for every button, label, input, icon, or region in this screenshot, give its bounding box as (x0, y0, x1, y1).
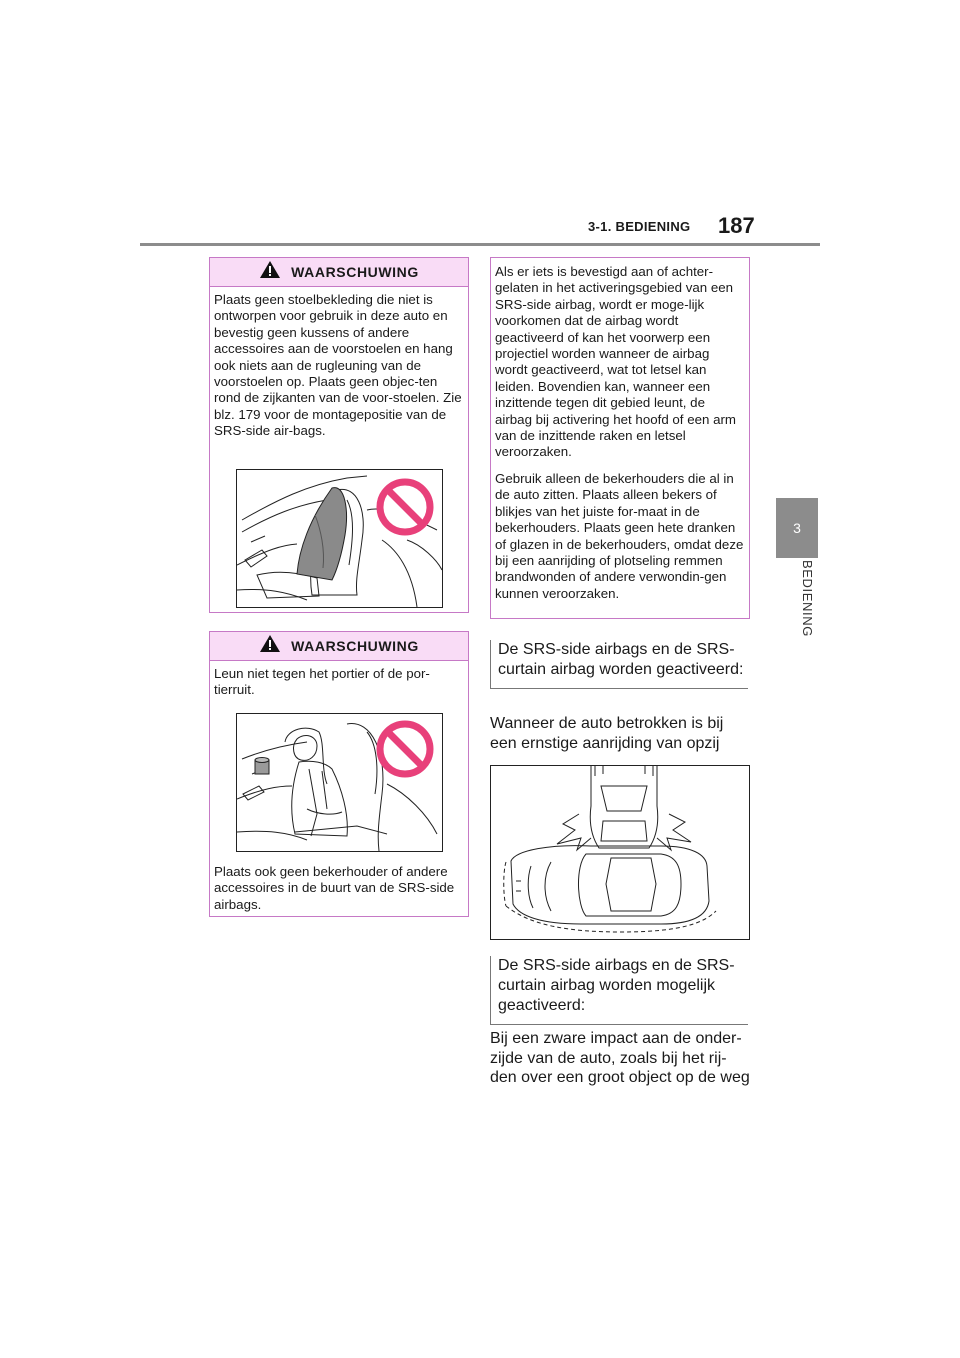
warning-title: WAARSCHUWING (291, 264, 419, 280)
chapter-label: BEDIENING (800, 560, 815, 637)
warning-paragraph: Gebruik alleen de bekerhouders die al in de auto zitten. Plaats alleen bekers of blikjes van het juiste for-maat in de bekerhouders. Plaats geen hete dranken of glazen in de bekerhouders, omdat deze bij een aanrijding of plotseling remmen brandwonden of andere verwondin-gen kunnen veroorzaken. (495, 470, 744, 601)
warning-text: Plaats geen stoelbekleding die niet is ontworpen voor gebruik in deze auto en bevestig geen kussens of andere accessoires aan de voorstoelen en hang ook niets aan de rugleuning van de voorstoelen op. Plaats geen objec-ten rond de zijkanten van de voor-stoelen. Zie blz. 179 voor de montagepositie van de SRS-side air-bags. (214, 292, 462, 439)
warning-header (210, 258, 468, 287)
side-collision-illustration (490, 765, 750, 940)
section-title: 3-1. BEDIENING (588, 219, 691, 234)
possible-activation-heading: De SRS-side airbags en de SRS-curtain airbag worden mogelijk geactiveerd: (490, 956, 748, 1025)
warning-paragraph: Als er iets is bevestigd aan of achter-gelaten in het activeringsgebied van een SRS-side airbag, wordt er moge-lijk voorkomen dat de airbag wordt geactiveerd of kan het voorwerp een projectiel worden wanneer de airbag wordt geactiveerd, wat tot letsel kan leiden. Bovendien kan, wanneer een inzittende tegen dit gebied leunt, de airbag bij activering het hoofd of een arm van de inzittende raken en letsel veroorzaken. (495, 264, 736, 460)
warning-text-after: Plaats ook geen bekerhouder of andere accessoires in de buurt van de SRS-side airbags. (214, 864, 455, 912)
header-divider (140, 243, 820, 246)
warning-text: Leun niet tegen het portier of de por-tierruit. (214, 666, 430, 698)
warning-box-continued (490, 257, 750, 619)
activation-text: Wanneer de auto betrokken is bij een ernstige aanrijding van opzij (490, 715, 724, 752)
prohibition-icon (375, 719, 435, 779)
warning-title: WAARSCHUWING (291, 638, 419, 654)
warning-triangle-icon (259, 634, 281, 658)
prohibition-icon (375, 477, 435, 537)
chapter-number: 3 (793, 520, 801, 536)
chapter-tab (776, 498, 818, 558)
activation-heading: De SRS-side airbags en de SRS-curtain airbag worden geactiveerd: (490, 640, 748, 689)
warning-triangle-icon (259, 260, 281, 284)
warning-header (210, 632, 468, 661)
page-number: 187 (718, 213, 755, 238)
possible-activation-text: Bij een zware impact aan de onder-zijde van de auto, zoals bij het rij-den over een groot object op de weg (490, 1030, 750, 1086)
